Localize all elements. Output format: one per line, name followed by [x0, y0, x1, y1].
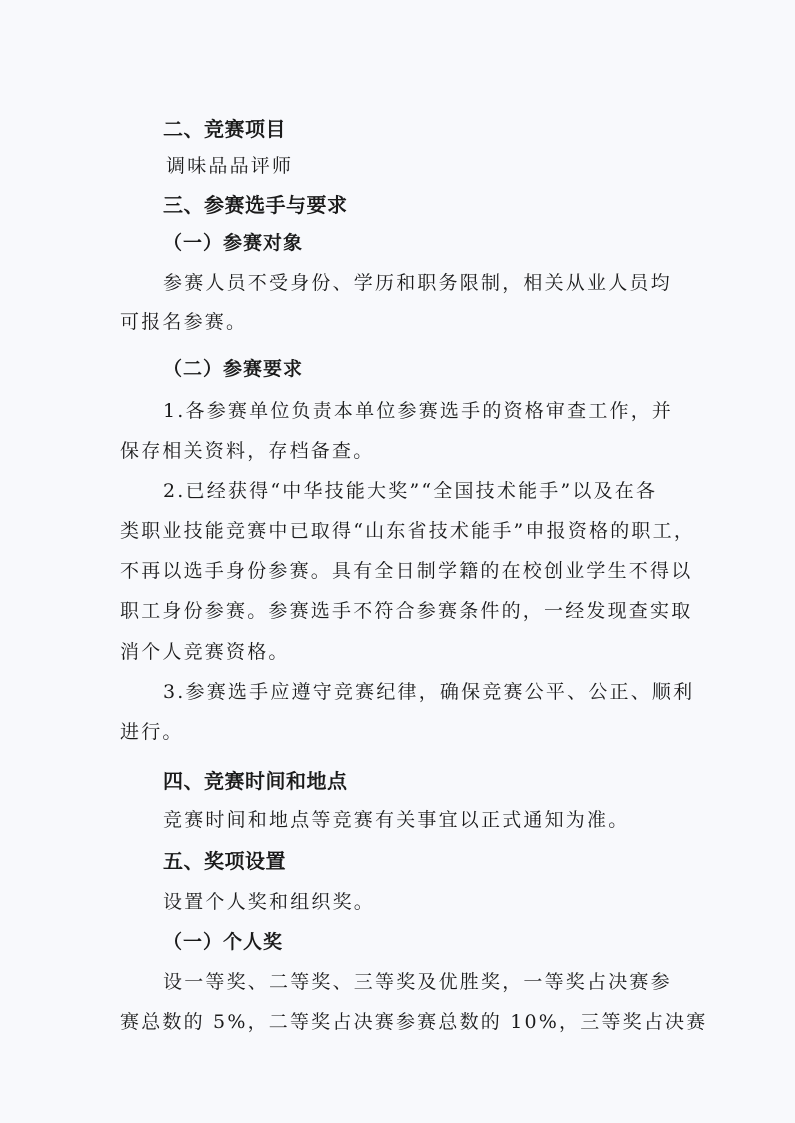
paragraph: 赛总数的 5%，二等奖占决赛参赛总数的 10%，三等奖占决赛 — [120, 1011, 708, 1033]
paragraph: 不再以选手身份参赛。具有全日制学籍的在校创业学生不得以 — [120, 560, 693, 582]
paragraph: 设一等奖、二等奖、三等奖及优胜奖，一等奖占决赛参 — [163, 971, 672, 993]
subsection-heading: （一）个人奖 — [163, 931, 284, 953]
paragraph: 进行。 — [120, 721, 184, 743]
subsection-heading: （二）参赛要求 — [163, 358, 304, 380]
paragraph: 消个人竞赛资格。 — [120, 641, 290, 663]
subsection-heading: （一）参赛对象 — [163, 232, 304, 254]
section-heading: 三、参赛选手与要求 — [163, 193, 348, 217]
paragraph: 3.参赛选手应遵守竞赛纪律，确保竞赛公平、公正、顺利 — [163, 681, 695, 703]
paragraph: 参赛人员不受身份、学历和职务限制，相关从业人员均 — [163, 272, 672, 294]
paragraph: 竞赛时间和地点等竞赛有关事宜以正式通知为准。 — [163, 809, 630, 831]
paragraph: 类职业技能竞赛中已取得“山东省技术能手”申报资格的职工， — [120, 520, 696, 542]
paragraph: 2.已经获得“中华技能大奖”“全国技术能手”以及在各 — [163, 480, 658, 502]
paragraph: 1.各参赛单位负责本单位参赛选手的资格审查工作，并 — [163, 400, 674, 422]
paragraph: 保存相关资料，存档备查。 — [120, 440, 375, 462]
section-heading: 四、竞赛时间和地点 — [163, 769, 348, 793]
section-heading: 五、奖项设置 — [163, 849, 286, 873]
section-heading: 二、竞赛项目 — [163, 117, 286, 141]
paragraph: 职工身份参赛。参赛选手不符合参赛条件的，一经发现查实取 — [120, 600, 693, 622]
paragraph: 设置个人奖和组织奖。 — [163, 891, 376, 913]
paragraph: 可报名参赛。 — [120, 311, 248, 333]
paragraph: 调味品品评师 — [166, 155, 294, 177]
